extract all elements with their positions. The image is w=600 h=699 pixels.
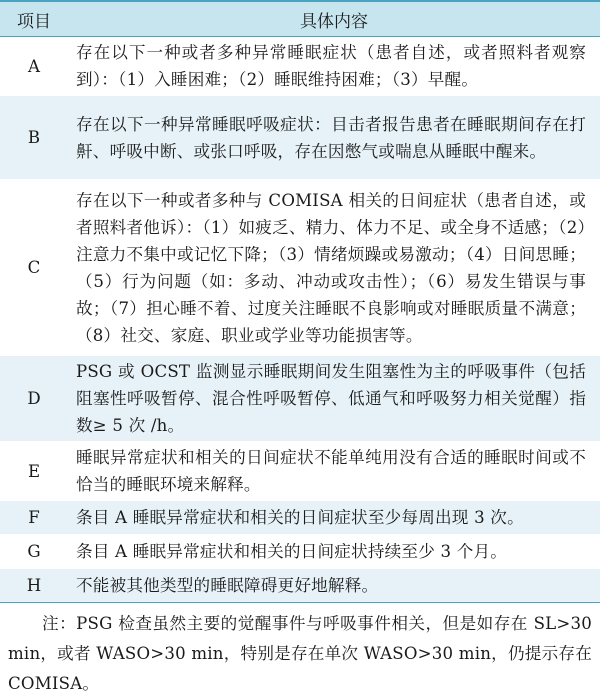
row-content: 睡眠异常症状和相关的日间症状不能单纯用没有合适的睡眠时间或不恰当的睡眠环境来解释。 [68, 442, 600, 501]
table-row [0, 180, 600, 356]
table-row [0, 501, 600, 535]
row-item-label: B [0, 96, 68, 180]
row-content: 条目 A 睡眠异常症状和相关的日间症状至少每周出现 3 次。 [68, 501, 600, 535]
header-row [0, 1, 600, 37]
row-content: PSG 或 OCST 监测显示睡眠期间发生阻塞性为主的呼吸事件（包括阻塞性呼吸暂停、混合性呼吸暂停、低通气和呼吸努力相关觉醒）指数≥ 5 次 /h。 [68, 356, 600, 442]
row-item-label: E [0, 442, 68, 501]
row-item-label: A [0, 37, 68, 96]
row-content: 条目 A 睡眠异常症状和相关的日间症状持续至少 3 个月。 [68, 535, 600, 569]
row-item-label: D [0, 356, 68, 442]
row-item-label: G [0, 535, 68, 569]
table-row [0, 96, 600, 180]
row-item-label: F [0, 501, 68, 535]
header-content: 具体内容 [68, 1, 600, 37]
row-content: 存在以下一种或者多种与 COMISA 相关的日间症状（患者自述，或者照料者他诉）：（1）如疲乏、精力、体力不足、或全身不适感；（2）注意力不集中或记忆下降；（3）情绪烦躁或易激动；（4）日间思睡；（5）行为问题（如：多动、冲动或攻击性）；（6）易发生错误与事故；（7）担心睡不着、过度关注睡眠不良影响或对睡眠质量不满意；（8）社交、家庭、职业或学业等功能损害等。 [68, 180, 600, 356]
table-row [0, 37, 600, 96]
row-content: 不能被其他类型的睡眠障碍更好地解释。 [68, 569, 600, 603]
header-item: 项目 [0, 1, 68, 37]
table-row [0, 442, 600, 501]
row-content: 存在以下一种或者多种异常睡眠症状（患者自述，或者照料者观察到）：（1）入睡困难；（2）睡眠维持困难；（3）早醒。 [68, 37, 600, 96]
row-content: 存在以下一种异常睡眠呼吸症状：目击者报告患者在睡眠期间存在打鼾、呼吸中断、或张口呼吸，存在因憋气或喘息从睡眠中醒来。 [68, 96, 600, 180]
table-row [0, 356, 600, 442]
table-footnote: 注：PSG 检查虽然主要的觉醒事件与呼吸事件相关，但是如存在 SL>30 min，或者 WASO>30 min，特别是存在单次 WASO>30 min，仍提示存在 COMISA。 [8, 614, 592, 693]
table-body [0, 37, 600, 603]
row-item-label: H [0, 569, 68, 603]
table-row [0, 569, 600, 603]
table-header [0, 1, 600, 37]
table-row [0, 535, 600, 569]
row-item-label: C [0, 180, 68, 356]
